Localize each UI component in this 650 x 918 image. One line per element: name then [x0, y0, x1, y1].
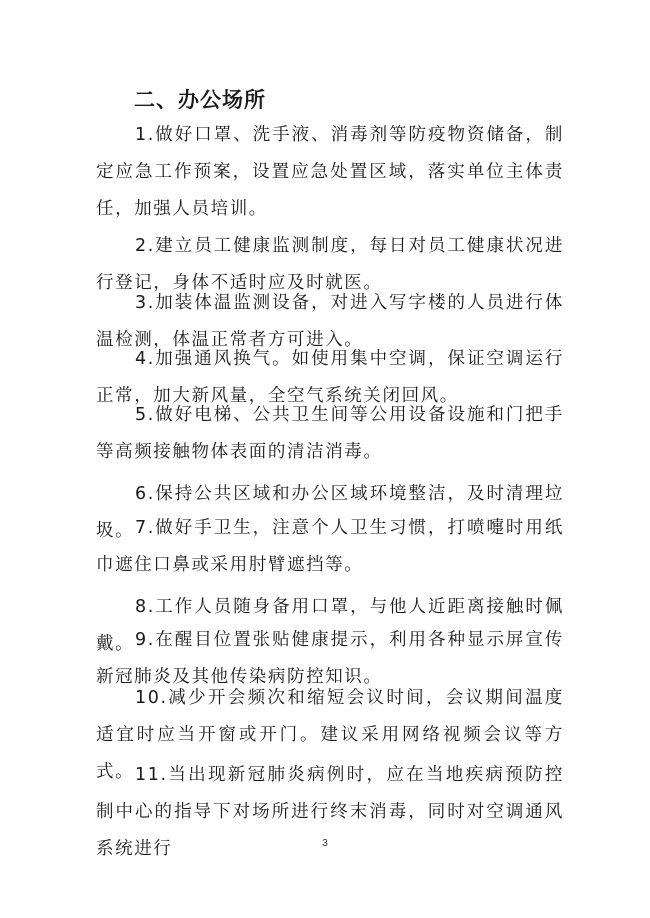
paragraph-6: 6.保持公共区域和办公区域环境整洁，及时清理垃圾。 [96, 484, 564, 541]
paragraph-5: 5.做好电梯、公共卫生间等公用设备设施和门把手等高频接触物体表面的清洁消毒。 [96, 405, 564, 462]
paragraph-8: 8.工作人员随身备用口罩，与他人近距离接触时佩戴。 [96, 597, 564, 654]
paragraph-7: 7.做好手卫生，注意个人卫生习惯，打喷嚏时用纸巾遮住口鼻或采用肘臂遮挡等。 [96, 518, 564, 575]
paragraph-10: 10.减少开会频次和缩短会议时间，会议期间温度适宜时应当开窗或开门。建议采用网络视频会议等方式。 [96, 688, 564, 782]
section-heading: 二、办公场所 [134, 88, 266, 112]
paragraph-4: 4.加强通风换气。如使用集中空调，保证空调运行正常，加大新风量，全空气系统关闭回风。 [96, 349, 564, 406]
paragraph-1: 1.做好口罩、洗手液、消毒剂等防疫物资储备，制定应急工作预案，设置应急处置区域，落实单位主体责任，加强人员培训。 [96, 125, 564, 219]
paragraph-11: 11.当出现新冠肺炎病例时，应在当地疾病预防控制中心的指导下对场所进行终末消毒，同时对空调通风系统进行 [96, 765, 564, 859]
paragraph-3: 3.加装体温监测设备，对进入写字楼的人员进行体温检测，体温正常者方可进入。 [96, 293, 564, 350]
page-number: 3 [322, 838, 328, 849]
paragraph-2: 2.建立员工健康监测制度，每日对员工健康状况进行登记，身体不适时应及时就医。 [96, 236, 564, 293]
paragraph-9: 9.在醒目位置张贴健康提示，利用各种显示屏宣传新冠肺炎及其他传染病防控知识。 [96, 630, 564, 687]
